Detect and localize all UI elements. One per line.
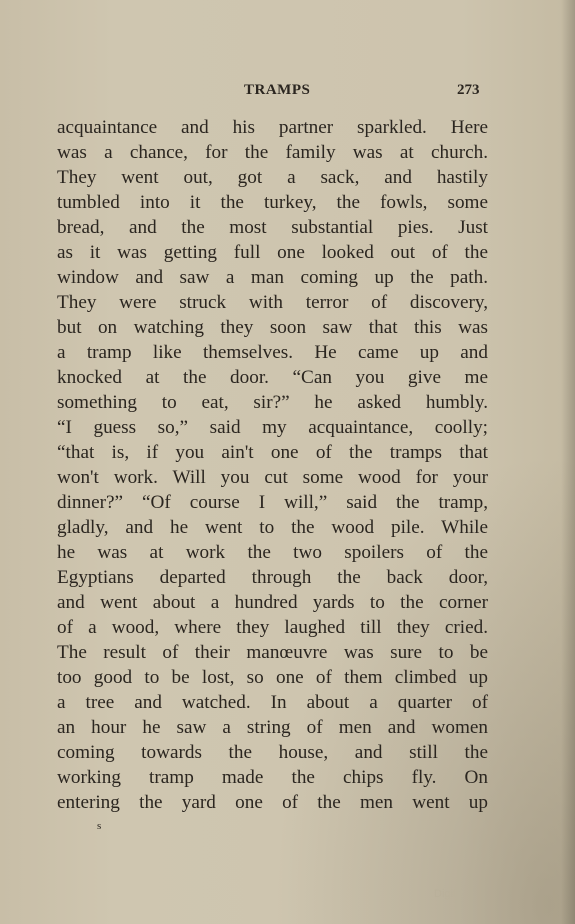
text-line: but on watching they soon saw that this was xyxy=(57,317,488,338)
text-line: a tramp like themselves. He came up and xyxy=(57,342,488,363)
text-line: as it was getting full one looked out of the xyxy=(57,242,488,263)
text-line: a tree and watched. In about a quarter of xyxy=(57,692,488,713)
text-line: working tramp made the chips fly. On xyxy=(57,767,488,788)
text-line: and went about a hundred yards to the corner xyxy=(57,592,488,613)
text-line: was a chance, for the family was at church. xyxy=(57,142,488,163)
text-line: bread, and the most substantial pies. Just xyxy=(57,217,488,238)
text-line: tumbled into it the turkey, the fowls, some xyxy=(57,192,488,213)
text-line: won't work. Will you cut some wood for your xyxy=(57,467,488,488)
text-line: acquaintance and his partner sparkled. Here xyxy=(57,117,488,138)
text-line: They were struck with terror of discovery, xyxy=(57,292,488,313)
text-line: “I guess so,” said my acquaintance, coolly; xyxy=(57,417,488,438)
text-line: knocked at the door. “Can you give me xyxy=(57,367,488,388)
text-line: he was at work the two spoilers of the xyxy=(57,542,488,563)
signature-mark: s xyxy=(97,820,102,832)
running-title: TRAMPS xyxy=(244,82,311,98)
body-text xyxy=(57,115,488,815)
text-line: Egyptians departed through the back door, xyxy=(57,567,488,588)
text-line: dinner?” “Of course I will,” said the tramp, xyxy=(57,492,488,513)
text-line: “that is, if you ain't one of the tramps that xyxy=(57,442,488,463)
digitization-watermark: Digitiz xyxy=(434,888,464,900)
text-line: coming towards the house, and still the xyxy=(57,742,488,763)
page-number: 273 xyxy=(457,82,480,98)
text-line: The result of their manœuvre was sure to be xyxy=(57,642,488,663)
text-line: something to eat, sir?” he asked humbly. xyxy=(57,392,488,413)
text-line: entering the yard one of the men went up xyxy=(57,792,488,813)
running-head xyxy=(0,82,575,104)
text-line: gladly, and he went to the wood pile. While xyxy=(57,517,488,538)
text-line: They went out, got a sack, and hastily xyxy=(57,167,488,188)
text-line: an hour he saw a string of men and women xyxy=(57,717,488,738)
text-line: of a wood, where they laughed till they cried. xyxy=(57,617,488,638)
text-line: too good to be lost, so one of them climbed up xyxy=(57,667,488,688)
text-line: window and saw a man coming up the path. xyxy=(57,267,488,288)
